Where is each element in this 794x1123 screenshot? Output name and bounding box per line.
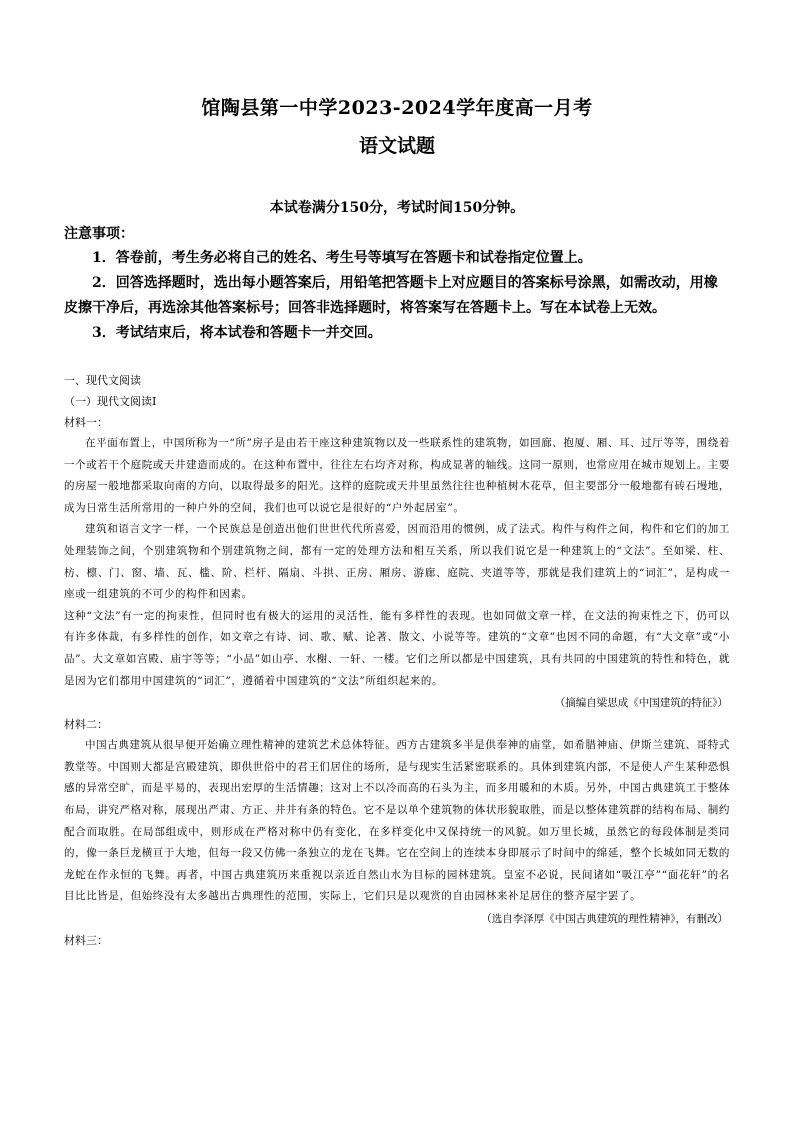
notice-item-3: 3．考试结束后，将本试卷和答题卡一并交回。 [92, 325, 382, 341]
material1-paragraph-2: 建筑和语言文字一样，一个民族总是创造出他们世世代代所喜爱，因而沿用的惯例，成了法式。构件与构件之间，构件和它们的加工处理装饰之间，个别建筑物和个别建筑物之间，都有一定的处理方法和相互关系，所以我们说它是一种建筑上的“文法”。至如梁、柱、枋、檩、门、窗、墙、瓦、槛、阶、栏杆、隔扇、斗拱、正房、厢房、游廊、庭院、夹道等等，那就是我们建筑上的“词汇”，是构成一座或一组建筑的不可少的构件和因素。 [64, 523, 730, 601]
subject-title: 语文试题 [358, 135, 435, 157]
material1-source: （摘编自梁思成《中国建筑的特征》） [554, 697, 728, 710]
notice-heading: 注意事项： [64, 226, 134, 242]
material2-source: （选自李泽厚《中国古典建筑的理性精神》，有删改） [481, 912, 728, 925]
material2-paragraph-1: 中国古典建筑从很早便开始确立理性精神的建筑艺术总体特征。西方古建筑多半是供奉神的庙堂，如希腊神庙、伊斯兰建筑、哥特式教堂等。中国则大都是宫殿建筑，即供世俗中的君王们居住的场所，是与现实生活紧密联系的。具体到建筑内部，不是使人产生某种恐惧感的异常空旷，而是平易的，表现出宏厚的生活情趣；这对上不以冷而高的石头为主，而多用暖和的木质。另外，中国古典建筑工于整体布局，讲究严格对称，展现出严肃、方正、井井有条的特色。它不是以单个建筑物的体状形貌取胜，而是以整体建筑群的结构布局、制约配合而取胜。在局部组成中，则形成在严格对称中仍有变化，在多样变化中又保持统一的风貌。如万里长城，虽然它的每段体制是类同的，像一条巨龙横亘于大地，但每一段又仿佛一条独立的龙在飞舞。它在空间上的连续本身即展示了时间中的绵延，整个长城如同无数的龙蛇在作永恒的飞舞。再者，中国古典建筑历来重视以亲近自然山水为目标的园林建筑。皇室不必说，民间诸如“吸江亭”“面花轩”的名目比比皆是，但始终没有太多越出古典理性的范围，实际上，它们只是以观赏的自由园林来补足居住的整齐屋宇罢了。 [64, 739, 730, 903]
notice-section [64, 222, 730, 346]
material3-label: 材料三： [64, 933, 108, 947]
material1-paragraph-1: 在平面布置上，中国所称为一“所”房子是由若干座这种建筑物以及一些联系性的建筑物，如回廊、抱厦、厢、耳、过厅等等，围绕着一个或若干个庭院或天井建造而成的。在这种布置中，往往左右均齐对称，构成显著的轴线。这同一原则，也常应用在城市规划上。主要的房屋一般地都采取向南的方向，以取得最多的阳光。这样的庭院或天井里虽然往往也种植树木花草，但主要部分一般地都有砖石墁地，成为日常生活所常用的一种户外的空间，我们也可以说它是很好的“户外起居室”。 [64, 437, 730, 514]
exam-title: 馆陶县第一中学2023-2024学年度高一月考 [201, 97, 593, 119]
notice-item-2: 2．回答选择题时，选出每小题答案后，用铅笔把答题卡上对应题目的答案标号涂黑，如需改动，用橡皮擦干净后，再选涂其他答案标号；回答非选择题时，将答案写在答题卡上。写在本试卷上无效。 [64, 275, 718, 316]
material1-paragraph-3: 这种“文法”有一定的拘束性，但同时也有极大的运用的灵活性，能有多样性的表现。也如同做文章一样，在文法的拘束性之下，仍可以有许多体裁，有多样性的创作，如文章之有诗、词、歌、赋、论著、散文、小说等等。建筑的“文章”也因不同的命题，有“大文章”或“小品”。大文章如宫殿、庙宇等等；“小品”如山亭、水榭、一轩、一楼。它们之所以都是中国建筑，具有共同的中国建筑的特性和特色，就是因为它们都用中国建筑的“词汇”，遵循着中国建筑的“文法”所组织起来的。 [64, 609, 730, 687]
material1-label: 材料一： [64, 416, 108, 429]
material2-label: 材料二： [64, 718, 108, 732]
reading-section [64, 370, 730, 951]
part-heading: 一、现代文阅读 [64, 374, 141, 387]
subpart-heading: （一）现代文阅读I [64, 395, 157, 408]
exam-info: 本试卷满分150分，考试时间150分钟。 [269, 200, 525, 216]
notice-item-1: 1．答卷前，考生务必将自己的姓名、考生号等填写在答题卡和试卷指定位置上。 [92, 250, 592, 266]
